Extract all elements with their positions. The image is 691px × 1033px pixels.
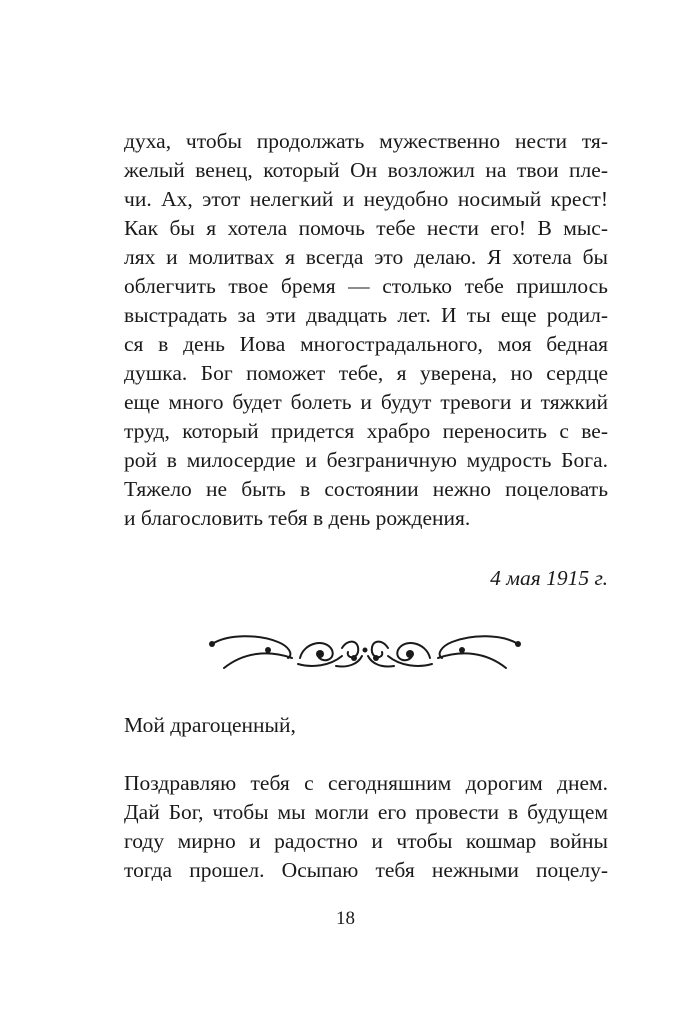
text-line: чи. Ах, этот нелегкий и неудобно носимый крест! (124, 187, 608, 211)
text-line: Дай Бог, чтобы мы могли его провести в будущем (124, 800, 608, 824)
text-line: рой в милосердие и безграничную мудрость Бога. (124, 448, 608, 472)
text-line: Как бы я хотела помочь тебе нести его! В мыс- (124, 216, 608, 240)
text-line: Поздравляю тебя с сегодняшним дорогим днем. (124, 771, 608, 795)
text-line: выстрадать за эти двадцать лет. И ты еще родил- (124, 303, 608, 327)
text-line: облегчить твое бремя — столько тебе пришлось (124, 274, 608, 298)
text-line: душка. Бог поможет тебе, я уверена, но сердце (124, 361, 608, 385)
text-line: еще много будет болеть и будут тревоги и тяжкий (124, 390, 608, 414)
text-line: лях и молитвах я всегда это делаю. Я хотела бы (124, 245, 608, 269)
text-line: духа, чтобы продолжать мужественно нести тя- (124, 129, 608, 153)
page-number: 18 (336, 908, 355, 929)
text-line: и благословить тебя в день рождения. (124, 506, 471, 530)
letter-date: 4 мая 1915 г. (490, 566, 608, 590)
text-line: желый венец, который Он возложил на твои пле- (124, 158, 608, 182)
flourish-divider-icon (208, 628, 522, 674)
text-line: тогда прошел. Осыпаю тебя нежными поцелу- (124, 858, 608, 882)
text-line: году мирно и радостно и чтобы кошмар войны (124, 829, 608, 853)
text-line: ся в день Иова многострадального, моя бедная (124, 332, 608, 356)
text-line: труд, который придется храбро переносить с ве- (124, 419, 608, 443)
text-line: Тяжело не быть в состоянии нежно поцеловать (124, 477, 608, 501)
salutation: Мой драгоценный, (124, 713, 296, 737)
